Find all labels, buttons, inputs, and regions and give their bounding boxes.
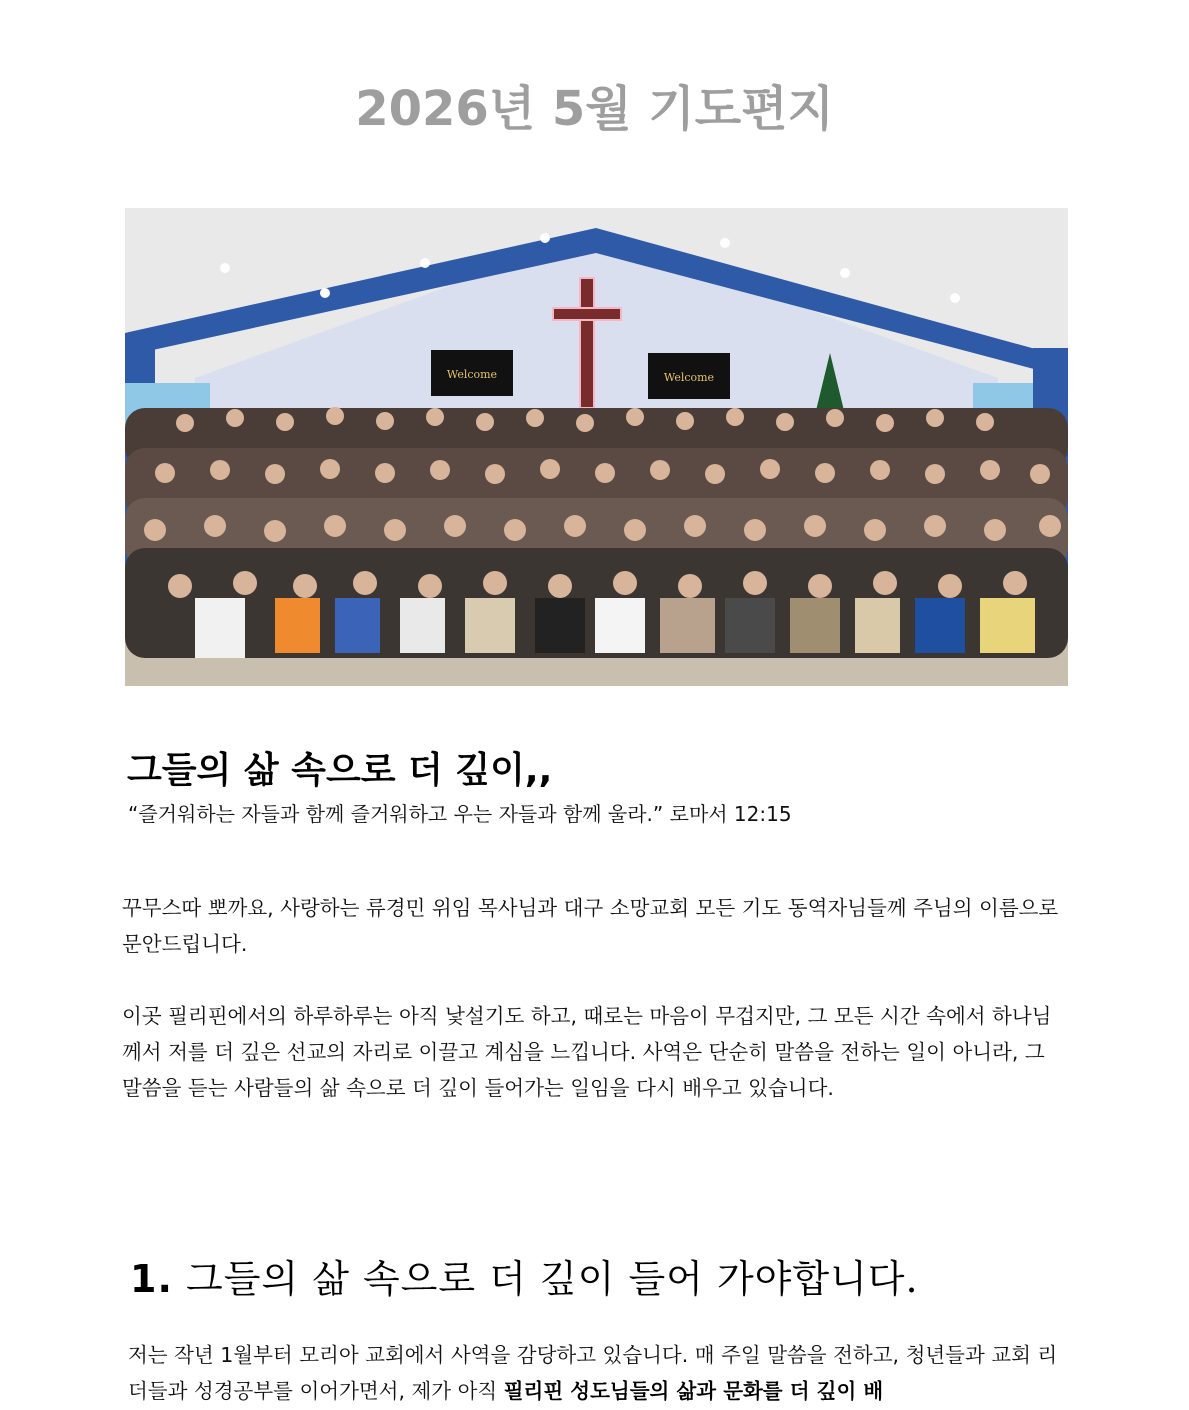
congregation-photo-illustration	[125, 208, 1068, 686]
section-1-title	[130, 1248, 919, 1303]
section-1-number: 1.	[130, 1257, 173, 1301]
intro-paragraph: 이곳 필리핀에서의 하루하루는 아직 낯설기도 하고, 때로는 마음이 무겁지만, 그 모든 시간 속에서 하나님께서 저를 더 깊은 선교의 자리로 이끌고 계심을 느낍니다. 사역은 단순히 말씀을 전하는 일이 아니라, 그 말씀을 듣는 사람들의 삶 속으로 더 깊이 들어가는 일임을 다시 배우고 있습니다.	[122, 1004, 1052, 1100]
section-1-paragraph-text: 저는 작년 1월부터 모리아 교회에서 사역을 감당하고 있습니다. 매 주일 말씀을 전하고, 청년들과 교회 리더들과 성경공부를 이어가면서, 제가 아직	[128, 1343, 1058, 1403]
congregation-photo	[125, 208, 1068, 686]
section-1-paragraph	[128, 1337, 1070, 1409]
section-heading: 그들의 삶 속으로 더 깊이,,	[127, 750, 553, 791]
screen-text-right: Welcome	[663, 371, 715, 384]
screen-text-left: Welcome	[446, 368, 498, 381]
letter-title: 2026년 5월 기도편지	[355, 81, 834, 137]
section-1-paragraph-bold: 필리핀 성도님들의 삶과 문화를 더 깊이 배	[503, 1379, 884, 1403]
greeting-paragraph: 꾸무스따 뽀까요, 사랑하는 류경민 위임 목사님과 대구 소망교회 모든 기도 동역자님들께 주님의 이름으로 문안드립니다.	[122, 896, 1059, 956]
bible-verse: “즐거워하는 자들과 함께 즐거워하고 우는 자들과 함께 울라.” 로마서 12:15	[128, 802, 792, 826]
section-1-text: 그들의 삶 속으로 더 깊이 들어 가야합니다.	[185, 1257, 919, 1301]
